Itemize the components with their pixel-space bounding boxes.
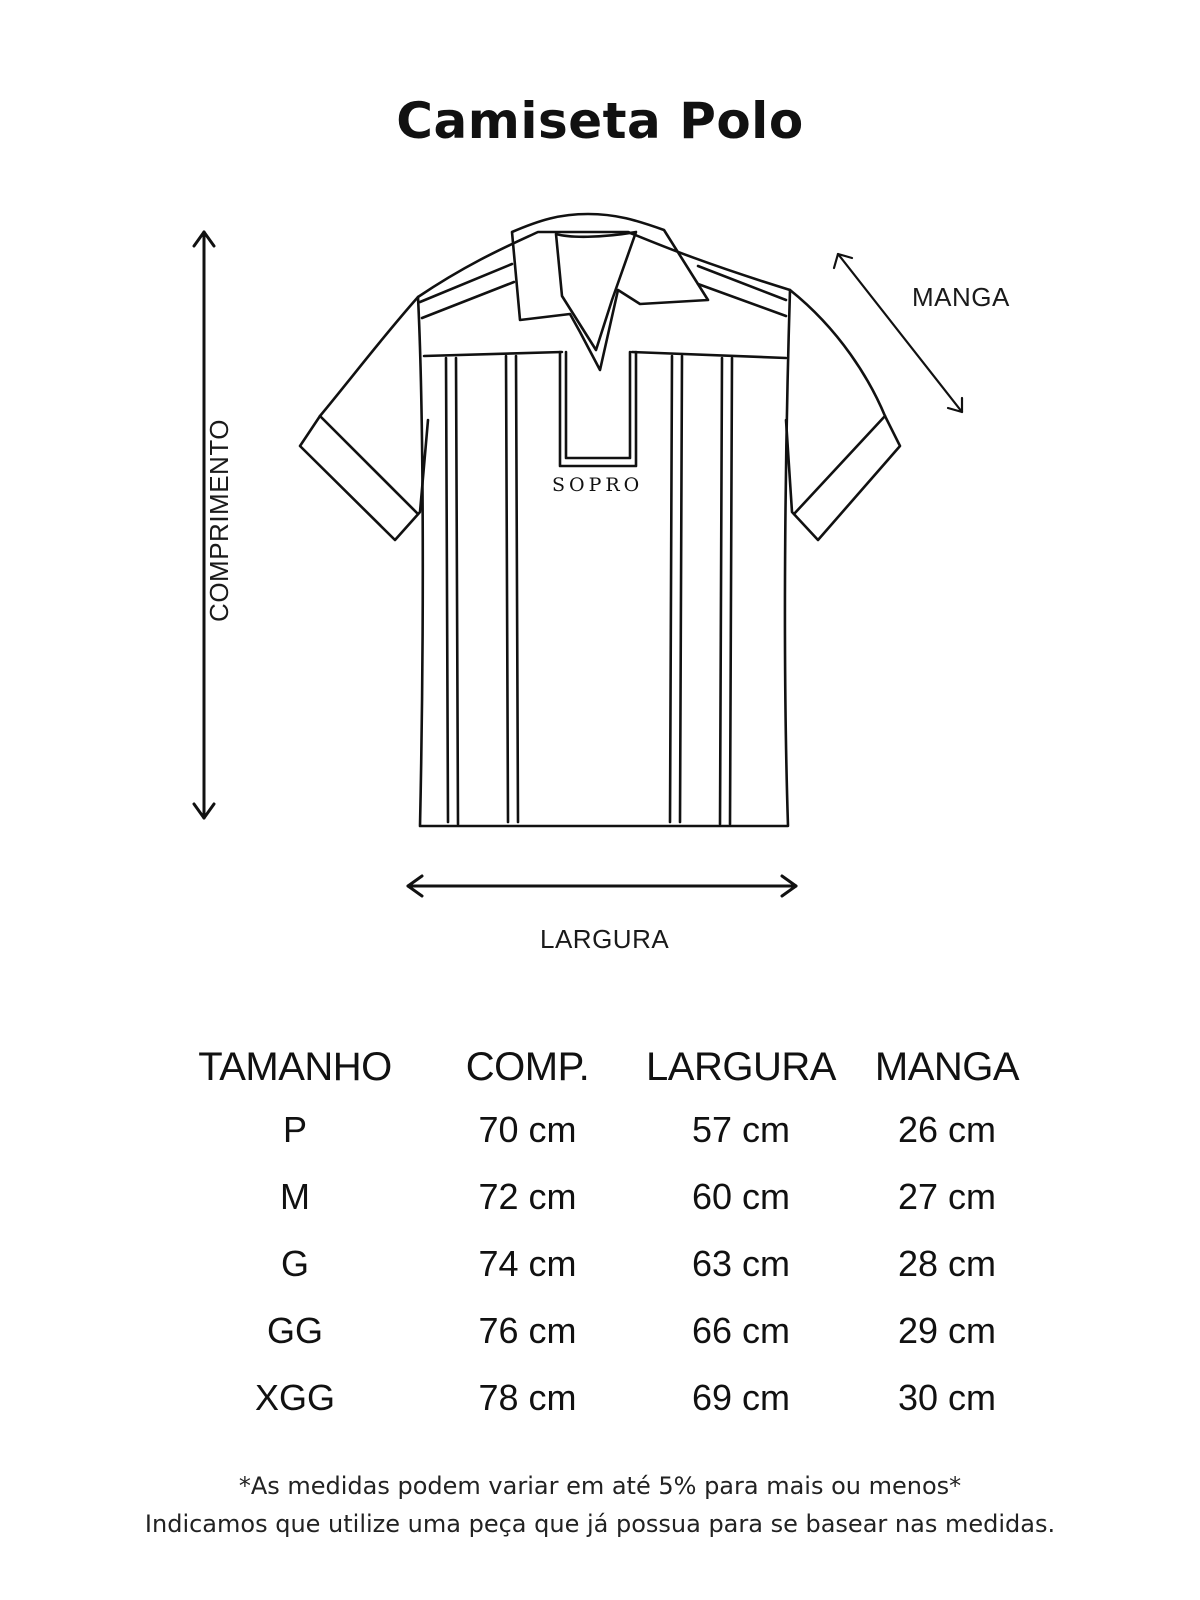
width-arrow <box>408 876 796 896</box>
table-row <box>180 1096 1057 1163</box>
header-width: LARGURA <box>646 1044 836 1089</box>
sleeve-arrow <box>834 254 962 412</box>
width-label: LARGURA <box>540 924 670 954</box>
stripe-right-inner <box>670 356 682 822</box>
length-label: COMPRIMENTO <box>203 419 234 622</box>
cell-sleeve: 27 cm <box>897 1175 997 1217</box>
table-row <box>180 1364 1057 1431</box>
table-row <box>180 1163 1057 1230</box>
cell-sleeve: 28 cm <box>897 1242 997 1284</box>
placket <box>560 352 636 466</box>
cell-width: 66 cm <box>691 1309 791 1351</box>
cell-width: 69 cm <box>691 1376 791 1418</box>
cell-width: 60 cm <box>691 1175 791 1217</box>
cell-length: 72 cm <box>478 1175 577 1217</box>
cell-size: XGG <box>254 1376 335 1418</box>
cell-size: GG <box>266 1309 323 1351</box>
cell-size: P <box>282 1108 307 1150</box>
stripe-left-inner <box>506 356 518 822</box>
cell-length: 74 cm <box>478 1242 577 1284</box>
collar <box>512 214 708 370</box>
header-length: COMP. <box>465 1044 590 1089</box>
left-cuff <box>320 416 418 514</box>
advice-note: Indicamos que utilize uma peça que já possua para se basear nas medidas. <box>144 1510 1056 1538</box>
cell-sleeve: 30 cm <box>897 1376 997 1418</box>
cell-width: 57 cm <box>691 1108 791 1150</box>
size-table <box>180 1038 1057 1431</box>
cell-sleeve: 29 cm <box>897 1309 997 1351</box>
table-row <box>180 1230 1057 1297</box>
left-shoulder-band <box>420 264 514 318</box>
cell-sleeve: 26 cm <box>897 1108 997 1150</box>
table-row <box>180 1297 1057 1364</box>
cell-length: 76 cm <box>478 1309 577 1351</box>
page-title: Camiseta Polo <box>396 92 804 150</box>
brand-logo: SOPRO <box>552 474 644 496</box>
size-table-header <box>180 1038 1057 1096</box>
cell-width: 63 cm <box>691 1242 791 1284</box>
variation-note: *As medidas podem variar em até 5% para mais ou menos* <box>238 1472 962 1500</box>
cell-length: 78 cm <box>478 1376 577 1418</box>
sleeve-label: MANGA <box>912 282 1010 312</box>
right-cuff <box>794 416 885 514</box>
stripe-right-outer <box>720 358 732 824</box>
cell-size: M <box>280 1175 310 1217</box>
stripe-left-outer <box>446 358 458 824</box>
collar-inner <box>556 232 636 350</box>
cell-size: G <box>280 1242 309 1284</box>
header-size: TAMANHO <box>198 1044 392 1089</box>
cell-length: 70 cm <box>478 1108 577 1150</box>
header-sleeve: MANGA <box>874 1044 1020 1089</box>
